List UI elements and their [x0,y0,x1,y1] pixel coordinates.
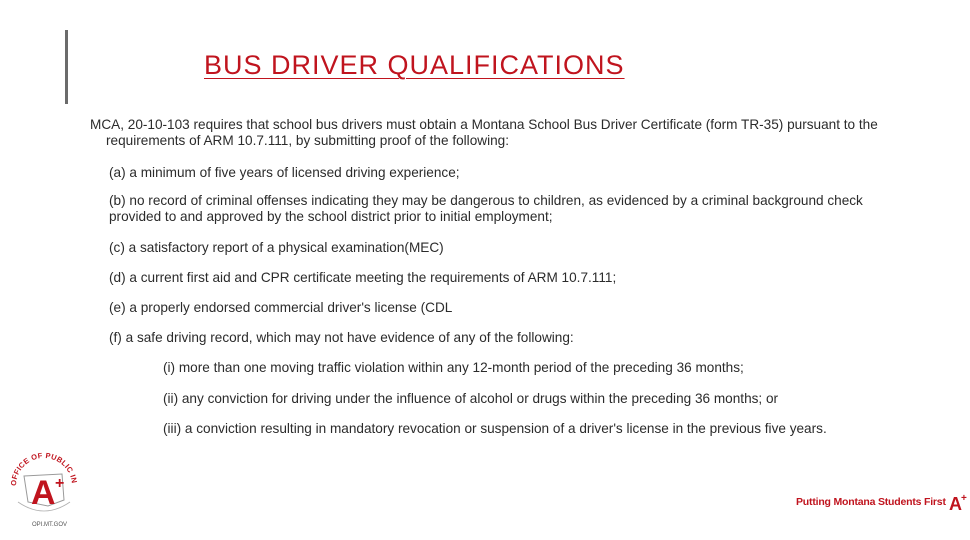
list-item-e: (e) a properly endorsed commercial driver's license (CDL [109,300,453,315]
a-plus-icon [948,491,970,513]
slide-body [90,117,910,436]
svg-text:+: + [960,493,967,504]
sub-item-ii: (ii) any conviction for driving under the influence of alcohol or drugs within the preceding 36 months; or [163,391,779,406]
sub-item-i: (i) more than one moving traffic violation within any 12-month period of the preceding 36 months; [163,360,744,375]
svg-text:A: A [948,494,962,514]
sub-item-iii: (iii) a conviction resulting in mandatory revocation or suspension of a driver's license in the previous five years. [163,421,827,436]
opi-seal-icon [4,440,84,528]
list-item-a: (a) a minimum of five years of licensed driving experience; [109,165,460,180]
tagline-text: Putting Montana Students First [796,496,946,508]
intro-paragraph: MCA, 20-10-103 requires that school bus drivers must obtain a Montana School Bus Driver Certificate (form TR-35) pursuant to the requirements of ARM 10.7.111, by submitting proof of the following: [90,117,878,148]
list-item-c: (c) a satisfactory report of a physical examination(MEC) [109,240,444,255]
list-item-b: (b) no record of criminal offenses indicating they may be dangerous to children, as evidenced by a criminal background check provided to and approved by the school district prior to initial employment; [109,193,863,224]
tagline-logo [796,490,970,514]
svg-text:+: + [55,475,65,492]
svg-text:OFFICE OF PUBLIC INSTRUCTION: OFFICE OF PUBLIC IN [8,450,79,487]
accent-bar [65,30,68,104]
svg-text:A: A [31,474,56,512]
slide-title: BUS DRIVER QUALIFICATIONS [204,50,625,80]
opi-seal-logo [4,440,84,528]
svg-text:OPI.MT.GOV: OPI.MT.GOV [32,522,68,528]
list-item-d: (d) a current first aid and CPR certificate meeting the requirements of ARM 10.7.111; [109,270,617,285]
list-item-f: (f) a safe driving record, which may not have evidence of any of the following: [109,330,574,345]
